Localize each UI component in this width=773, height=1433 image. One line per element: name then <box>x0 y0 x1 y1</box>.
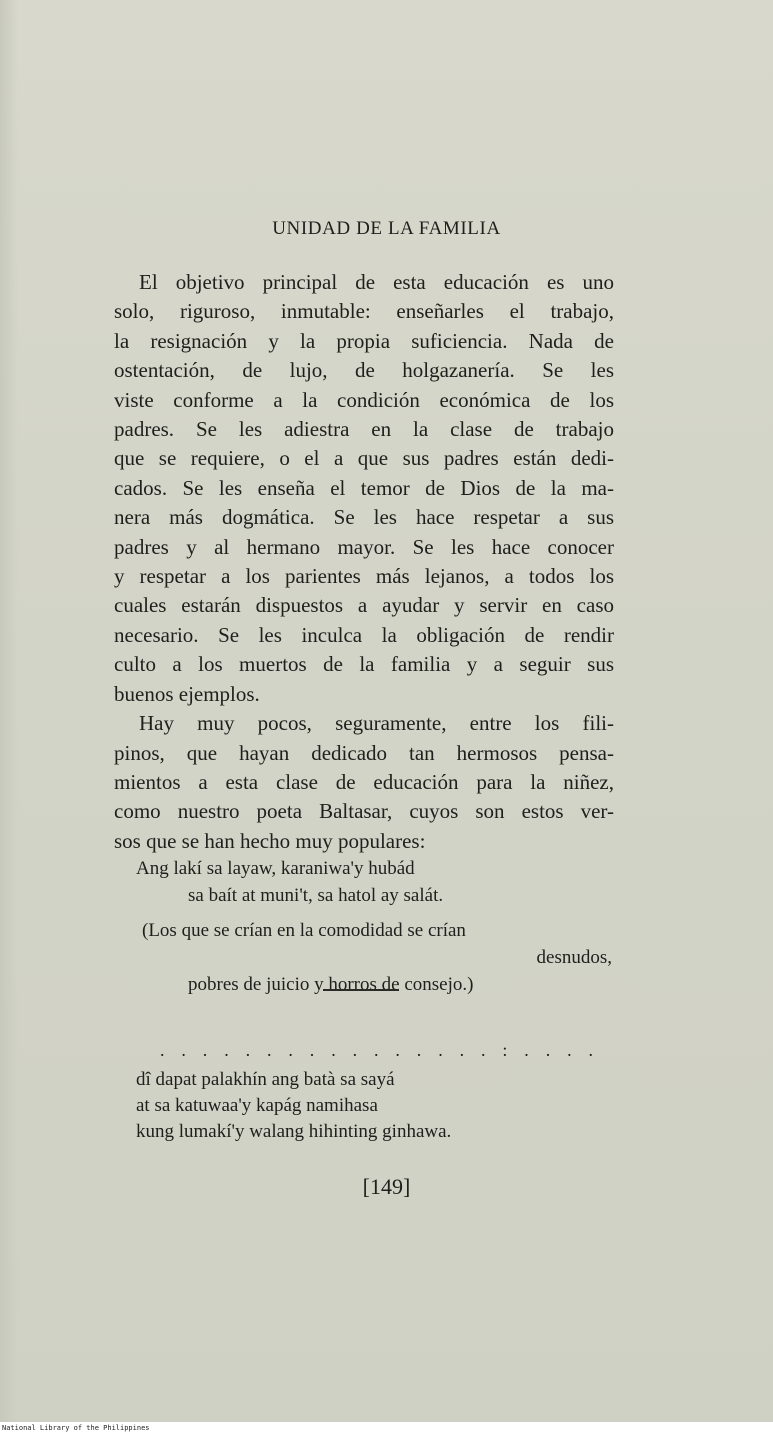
paragraph-2 <box>114 709 614 856</box>
page-number: [149] <box>362 1174 411 1199</box>
text-line: padres y al hermano mayor. Se les hace conocer <box>114 534 614 559</box>
verse-line: sa baít at muni't, sa hatol ay salát. <box>188 885 444 906</box>
text-line: necesario. Se les inculca la obligación de rendir <box>114 622 614 647</box>
text-line: sos que se han hecho muy populares: <box>114 828 426 853</box>
tagalog-verse <box>136 855 616 909</box>
translation-line: pobres de juicio y horros de consejo.) <box>188 974 474 995</box>
text-line: cados. Se les enseña el temor de Dios de la ma- <box>114 475 614 500</box>
text-line: pinos, que hayan dedicado tan hermosos pensa- <box>114 740 614 765</box>
text-line: viste conforme a la condición económica de los <box>114 387 614 412</box>
verse-line: at sa katuwaa'y kapág namihasa <box>136 1095 378 1116</box>
section-divider <box>323 989 399 991</box>
ellipsis-row: . . . . . . . . . . . . . . . . : . . . . <box>160 1040 600 1060</box>
text-line: mientos a esta clase de educación para la niñez, <box>114 769 614 794</box>
footer-credit: National Library of the Philippines <box>2 1424 150 1432</box>
spanish-translation <box>136 917 616 998</box>
text-line: solo, riguroso, inmutable: enseñarles el trabajo, <box>114 299 614 324</box>
text-line: la resignación y la propia suficiencia. Nada de <box>114 328 614 353</box>
body-text <box>114 268 614 856</box>
text-line: que se requiere, o el a que sus padres están dedi- <box>114 446 614 471</box>
verse-line: Ang lakí sa layaw, karaniwa'y hubád <box>136 858 415 879</box>
running-head: UNIDAD DE LA FAMILIA <box>272 218 501 239</box>
verse-line: kung lumakí'y walang hihinting ginhawa. <box>136 1121 452 1142</box>
translation-line: (Los que se crían en la comodidad se crían <box>142 920 466 941</box>
second-verse <box>136 1067 451 1145</box>
text-line: como nuestro poeta Baltasar, cuyos son estos ver- <box>114 799 614 824</box>
text-line: nera más dogmática. Se les hace respetar a sus <box>114 505 614 530</box>
paragraph-1 <box>114 268 614 709</box>
text-line: Hay muy pocos, seguramente, entre los fili- <box>139 711 614 736</box>
text-line: y respetar a los parientes más lejanos, a todos los <box>114 564 614 589</box>
text-line: El objetivo principal de esta educación es uno <box>139 270 614 294</box>
translation-line: desnudos, <box>536 947 612 968</box>
verse-line: dî dapat palakhín ang batà sa sayá <box>136 1069 395 1090</box>
text-line: culto a los muertos de la familia y a seguir sus <box>114 652 614 677</box>
text-line: ostentación, de lujo, de holgazanería. Se les <box>114 358 614 383</box>
text-line: cuales estarán dispuestos a ayudar y servir en caso <box>114 593 614 618</box>
text-line: buenos ejemplos. <box>114 681 260 706</box>
text-line: padres. Se les adiestra en la clase de trabajo <box>114 417 614 442</box>
